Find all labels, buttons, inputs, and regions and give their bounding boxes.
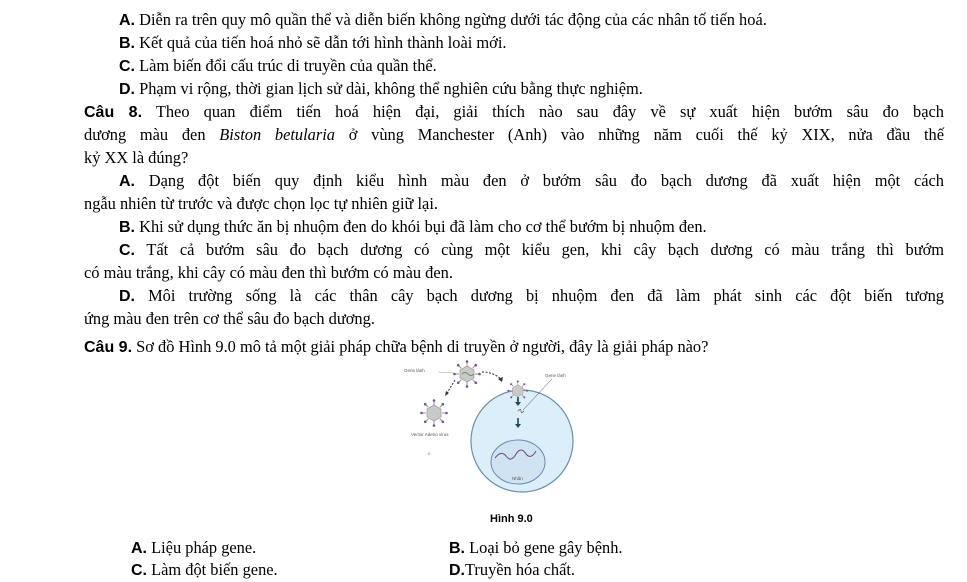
q9-option-d — [449, 559, 575, 582]
option-label: A. — [119, 173, 135, 190]
label-vector: Vector Adeno virus — [411, 432, 449, 437]
figure-caption: Hình 9.0 — [490, 513, 533, 525]
option-label: A. — [131, 540, 147, 557]
label-c: c — [428, 451, 431, 456]
question-label: Câu 9. — [84, 339, 133, 356]
q7-option-c — [119, 55, 437, 78]
option-text: Loại bỏ gene gây bệnh. — [469, 538, 623, 557]
option-text: Dạng đột biến quy định kiểu hình màu đen ở bướm sâu đo bạch dương đã xuất hiện một cách — [148, 171, 944, 190]
q8-option-b — [119, 216, 707, 239]
q9-option-b — [449, 537, 623, 560]
q8-option-a-line-2 — [84, 193, 438, 215]
adenovirus-vector-icon — [420, 399, 448, 427]
q7-option-d — [119, 78, 643, 101]
option-text: Diễn ra trên quy mô quần thể và diễn biến không ngừng dưới tác động của các nhân tố tiến hoá. — [139, 10, 767, 29]
option-label: B. — [449, 540, 465, 557]
option-text: Phạm vi rộng, thời gian lịch sử dài, không thể nghiên cứu bằng thực nghiệm. — [139, 79, 643, 98]
adenovirus-with-gene-icon — [453, 360, 481, 388]
option-text: Kết quả của tiến hoá nhỏ sẽ dẫn tới hình thành loài mới. — [139, 33, 507, 52]
label-gene-right: Gene lành — [545, 373, 566, 378]
q9-option-a — [131, 537, 256, 560]
option-label: B. — [119, 35, 135, 52]
label-nucleus: Nhân — [512, 476, 523, 481]
q7-option-a — [119, 9, 767, 32]
option-text: Làm biến đổi cấu trúc di truyền của quần thể. — [139, 56, 437, 75]
q8-option-d-line-2 — [84, 308, 375, 330]
label-leader-line — [438, 372, 454, 373]
question-text: dương màu đen — [84, 125, 220, 144]
transfer-arrow — [447, 380, 455, 393]
option-label: D. — [119, 81, 135, 98]
option-text: Môi trường sống là các thân cây bạch dương bị nhuộm đen đã làm phát sinh các đột biến tương — [148, 286, 944, 305]
species-name: Biston betularia — [219, 125, 335, 144]
q8-stem-line-1 — [84, 101, 944, 124]
option-label: C. — [119, 58, 135, 75]
question-text: ở vùng Manchester (Anh) vào những năm cuối thế kỷ XIX, nửa đầu thế — [335, 125, 944, 144]
q8-option-c-line-2 — [84, 262, 453, 284]
q7-option-b — [119, 32, 506, 55]
option-text: có màu trắng, khi cây có màu đen thì bướm có màu đen. — [84, 263, 453, 282]
label-gene-top: Gene lành — [404, 368, 425, 373]
option-text: Truyền hóa chất. — [465, 560, 576, 579]
q8-stem-line-2 — [84, 124, 944, 146]
question-label: Câu 8. — [84, 104, 143, 121]
question-text: Theo quan điểm tiến hoá hiện đại, giải thích nào sau đây về sự xuất hiện bướm sâu đo bạch — [155, 102, 945, 121]
option-label: D. — [119, 288, 135, 305]
q8-option-c-line-1 — [119, 239, 944, 262]
option-text: ngẫu nhiên từ trước và được chọn lọc tự nhiên giữ lại. — [84, 194, 438, 213]
q8-option-a-line-1 — [119, 170, 944, 193]
option-text: Làm đột biến gene. — [151, 560, 278, 579]
option-label: C. — [119, 242, 135, 259]
question-text: Sơ đồ Hình 9.0 mô tả một giải pháp chữa bệnh di truyền ở người, đây là giải pháp nào? — [136, 337, 709, 356]
option-label: A. — [119, 12, 135, 29]
question-text: kỷ XX là đúng? — [84, 148, 189, 167]
arrow-head — [445, 391, 449, 396]
option-label: C. — [131, 562, 147, 579]
q9-stem — [84, 336, 708, 359]
option-text: ứng màu đen trên cơ thể sâu đo bạch dương. — [84, 309, 375, 328]
option-text: Liệu pháp gene. — [151, 538, 257, 557]
option-label: D. — [449, 562, 465, 579]
q9-option-c — [131, 559, 278, 582]
gene-therapy-diagram — [400, 360, 590, 520]
q8-stem-line-3 — [84, 147, 188, 169]
option-text: Khi sử dụng thức ăn bị nhuộm đen do khói bụi đã làm cho cơ thể bướm bị nhuộm đen. — [139, 217, 707, 236]
q8-option-d-line-1 — [119, 285, 944, 308]
option-text: Tất cả bướm sâu đo bạch dương có cùng một kiểu gen, khi cây bạch dương có màu trắng thì bướm — [146, 240, 944, 259]
option-label: B. — [119, 219, 135, 236]
